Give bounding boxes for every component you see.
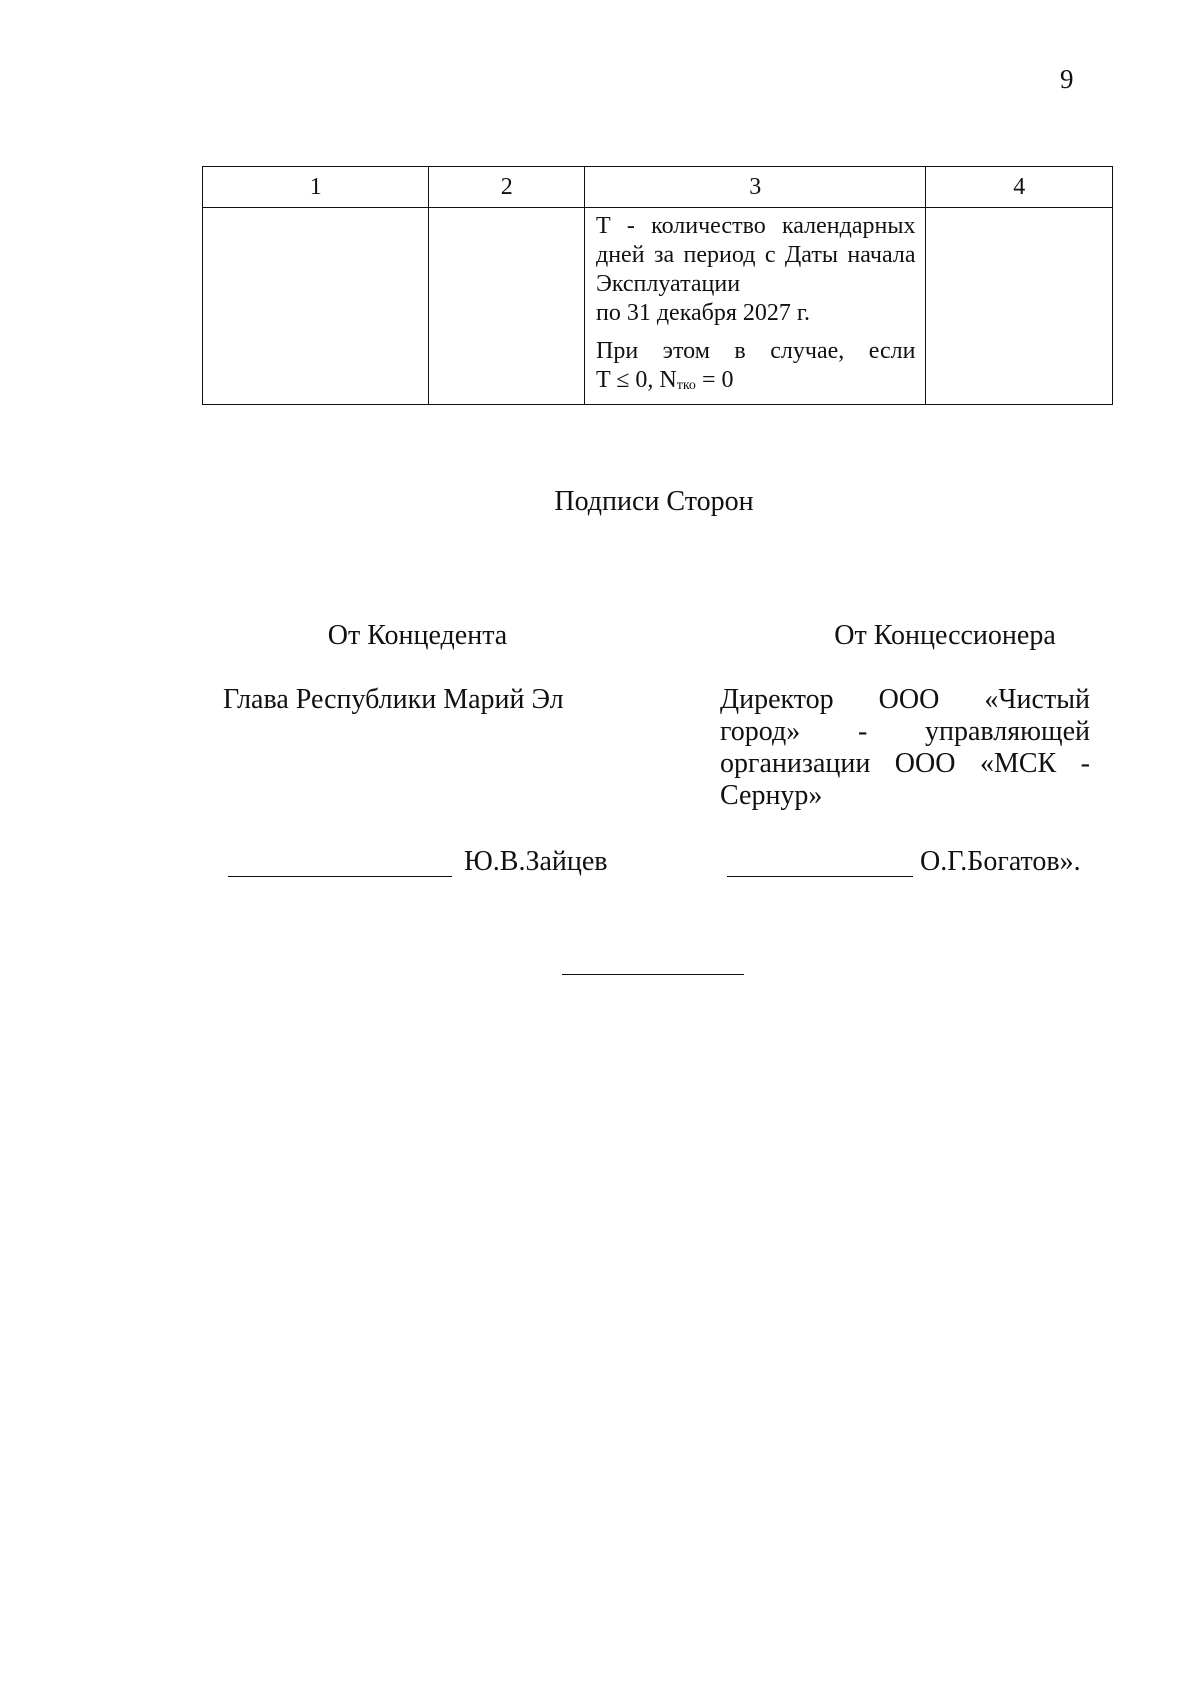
- concessionaire-position-line-2: город» - управляющей: [720, 716, 1090, 747]
- formula-suffix: = 0: [695, 367, 734, 393]
- concessionaire-position: [720, 684, 1090, 812]
- concessionaire-heading: От Концессионера: [834, 620, 1056, 651]
- concedent-signature-line: [228, 876, 452, 877]
- concessionaire-position-line-3: организации ООО «МСК -: [720, 748, 1090, 779]
- definition-line-1: Т - количество календарных: [595, 213, 916, 239]
- table-cell-col2: [429, 208, 585, 405]
- formula-subscript: тко: [676, 378, 696, 393]
- table-header-cell-2: 2: [429, 167, 585, 208]
- definition-line-3: Эксплуатации: [595, 271, 741, 297]
- definition-line-4: по 31 декабря 2027 г.: [595, 300, 811, 326]
- data-table: [202, 166, 1113, 405]
- end-divider: [562, 974, 744, 975]
- concedent-name: Ю.В.Зайцев: [464, 846, 608, 877]
- definition-paragraph: [596, 212, 916, 328]
- table-header-row: [203, 167, 1113, 208]
- concessionaire-position-line-4: Сернур»: [720, 780, 823, 811]
- concessionaire-position-line-1: Директор ООО «Чистый: [720, 684, 1090, 715]
- table-header-cell-1: 1: [203, 167, 429, 208]
- table-header-cell-4: 4: [926, 167, 1113, 208]
- signatures-title: Подписи Сторон: [554, 486, 754, 517]
- page-number: 9: [1060, 64, 1074, 94]
- table-cell-col4: [926, 208, 1113, 405]
- concedent-position: Глава Республики Марий Эл: [223, 684, 564, 715]
- formula-prefix: T ≤ 0, N: [595, 367, 677, 393]
- condition-paragraph: [596, 337, 916, 400]
- definition-line-2: дней за период с Даты начала: [595, 242, 916, 268]
- concessionaire-signature-line: [727, 876, 913, 877]
- table-cell-col1: [203, 208, 429, 405]
- condition-line-1: При этом в случае, если: [595, 338, 916, 364]
- concessionaire-name: О.Г.Богатов».: [920, 846, 1081, 877]
- formula-line: [596, 366, 916, 400]
- concedent-heading: От Концедента: [327, 620, 508, 651]
- table-header-cell-3: 3: [584, 167, 926, 208]
- table-row: [203, 208, 1113, 405]
- table-cell-col3: [584, 208, 926, 405]
